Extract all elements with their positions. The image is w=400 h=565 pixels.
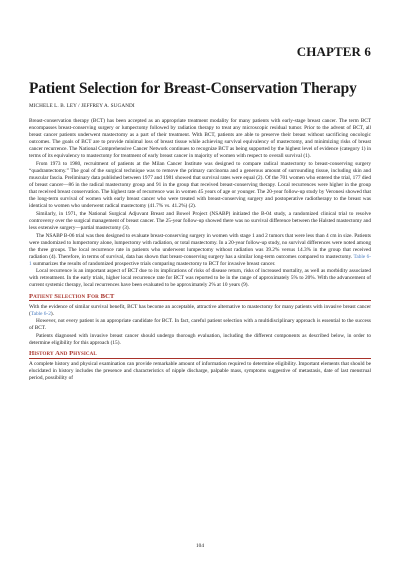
paragraph-history: A complete history and physical examination can provide remarkable amount of information required to determine eligibility. Important elements that should be elucidated in history includes the presence and characteristics of nipple discharge, palpable mass, symptoms suggestive of metastasis, date of last menstrual period, possibility of xyxy=(29,361,371,382)
body-text xyxy=(29,118,371,383)
paragraph-nsabp-b06 xyxy=(29,233,371,268)
page-number: 104 xyxy=(196,543,204,549)
section-rule xyxy=(29,300,371,301)
section-rule xyxy=(29,358,371,359)
section-heading-history-physical: History And Physical xyxy=(29,350,97,357)
paragraph-selection-intro xyxy=(29,304,371,318)
paragraph-milan-trial: From 1973 to 1980, recruitment of patients at the Milan Cancer Institute was designed to compare radical mastectomy to breast-conserving surgery “quadrantectomy.” The goal of the surgical technique was to remove the primary carcinoma and a generous amount of surrounding tissue, including skin and muscular fascia. Preliminary data published between 1977 and 1981 showed that survival rates were equal (2). Of the 701 women who entered the trial, 177 died of breast cancer—86 in the radical mastectomy group and 91 in the group that received breast-conserving therapy. Local recurrences were higher in the group that received breast conservation. The highest rate of recurrence was in women 45 years of age or younger. The 20-year follow-up study by Veronesi showed that the long-term survival of women with early breast cancer who were treated with breast-conserving surgery and postoperative radiotherapy to the breast was identical to women who underwent radical mastectomy (41.7% vs. 41.2%) (2). xyxy=(29,160,371,210)
table-6-1-link[interactable]: Table 6-1 xyxy=(29,253,371,267)
paragraph-nsabp-b06-tail: summarizes the results of randomized prospective trials comparing mastectomy to BCT for invasive breast cancer. xyxy=(31,260,276,267)
paragraph-evaluation: Patients diagnosed with invasive breast cancer should undergo thorough evaluation, including the different components as described below, in order to determine eligibility for this approach (15). xyxy=(29,332,371,346)
paragraph-local-recurrence: Local recurrence is an important aspect of BCT due to its implications of risks of disease return, risks of increased mortality, as well as morbidity associated with retreatment. In the early trials, higher local recurrence rate for BCT was reported to be in the range of approximately 5% to 20%. With the advancement of current systemic therapy, local recurrences have been evaluated to be approximately 2% at 10 years (9). xyxy=(29,268,371,289)
paragraph-selection-end: ). xyxy=(50,310,54,317)
paragraph-intro: Breast-conservation therapy (BCT) has been accepted as an appropriate treatment modality for many patients with early-stage breast cancer. The term BCT encompasses breast-conserving surgery or lumpectomy followed by radiation therapy to treat any microscopic residual tumor. Prior to the advent of BCT, all breast cancer patients underwent mastectomy as a part of their treatment. With BCT, patients are able to preserve their breast without sacrificing oncologic outcomes. The goals of BCT are to provide minimal loss of breast tissue while achieving survival equivalency of mastectomy, and minimizing risks of breast cancer recurrence. The National Comprehensive Cancer Network continues to recognize BCT as being supported by the highest level of evidence (category 1) in terms of its equivalency to mastectomy for treatment of early breast cancer in majority of women with respect to overall survival (1). xyxy=(29,118,371,160)
paragraph-nsabp-b06-text: The NSABP B-06 trial was then designed to evaluate breast-conserving surgery in women with stage 1 and 2 tumors that were less than 4 cm in size. Patients were randomized to lumpectomy alone, lumpectomy with radiation, or total mastectomy. In a 20-year follow-up study, no survival differences were noted among the three groups. The local recurrence rate in patients who underwent lumpectomy without radiation was 39.2% versus 14.3% in the group that received radiation (4). Therefore, in terms of survival, data has shown that breast-conserving surgery has a similar long-term outcomes compared to mastectomy. xyxy=(29,232,371,260)
paragraph-selection-text: With the evidence of similar survival benefit, BCT has become an acceptable, attractive alternative to mastectomy for many patients with invasive breast cancer ( xyxy=(29,303,371,317)
section-heading-patient-selection: Patient Selection For BCT xyxy=(29,292,115,300)
table-6-2-link[interactable]: Table 6-2 xyxy=(30,310,51,317)
chapter-title: Patient Selection for Breast-Conservation Therapy xyxy=(29,80,357,97)
authors-line: MICHELE L. B. LEY / JEFFREY A. SUGANDI xyxy=(29,103,135,109)
paragraph-careful-selection: However, not every patient is an appropriate candidate for BCT. In fact, careful patient selection with a multidisciplinary approach is essential to the success of BCT. xyxy=(29,318,371,332)
chapter-label: CHAPTER 6 xyxy=(296,44,371,59)
paragraph-nsabp-b04: Similarly, in 1971, the National Surgical Adjuvant Breast and Bowel Project (NSABP) initiated the B-04 study, a randomized clinical trial to resolve controversy over the surgical management of breast cancer. The 25-year follow-up showed there was no survival difference between the Halsted mastectomy and less extensive surgery—partial mastectomy (3). xyxy=(29,210,371,231)
